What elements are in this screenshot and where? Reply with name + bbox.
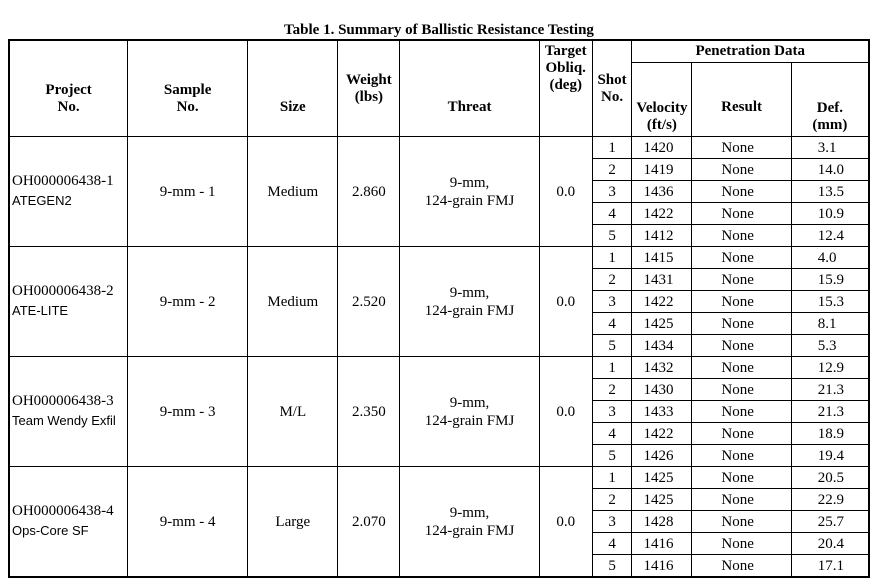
project-cell (9, 137, 128, 247)
header-result: Result (692, 63, 791, 137)
result-value: None (692, 533, 791, 555)
result-value: None (692, 313, 791, 335)
header-shot: Shot No. (592, 40, 632, 137)
table-row (9, 467, 869, 489)
shot-number: 3 (592, 291, 632, 313)
result-value: None (692, 401, 791, 423)
result-value: None (692, 247, 791, 269)
project-id: OH000006438-1 (12, 173, 114, 189)
table-caption: Table 1. Summary of Ballistic Resistance Testing (284, 22, 594, 38)
weight-cell: 2.070 (338, 467, 400, 578)
velocity-value: 1434 (632, 335, 692, 357)
threat-cell (400, 357, 540, 467)
def-value: 15.3 (791, 291, 869, 313)
header-sample: Sample No. (128, 40, 248, 137)
obliquity-cell: 0.0 (539, 357, 592, 467)
ballistic-resistance-table (8, 39, 870, 578)
velocity-value: 1419 (632, 159, 692, 181)
def-value: 12.9 (791, 357, 869, 379)
shot-number: 3 (592, 401, 632, 423)
def-value: 21.3 (791, 401, 869, 423)
shot-number: 1 (592, 137, 632, 159)
project-cell (9, 357, 128, 467)
threat-line: 124-grain FMJ (424, 522, 515, 539)
sample-cell: 9-mm - 3 (128, 357, 248, 467)
shot-number: 5 (592, 225, 632, 247)
velocity-value: 1425 (632, 489, 692, 511)
def-value: 12.4 (791, 225, 869, 247)
def-value: 3.1 (791, 137, 869, 159)
header-project: Project No. (9, 40, 128, 137)
def-value: 13.5 (791, 181, 869, 203)
result-value: None (692, 137, 791, 159)
table-body (9, 137, 869, 578)
def-value: 15.9 (791, 269, 869, 291)
threat-cell (400, 247, 540, 357)
shot-number: 5 (592, 335, 632, 357)
velocity-value: 1422 (632, 423, 692, 445)
shot-number: 3 (592, 511, 632, 533)
def-value: 10.9 (791, 203, 869, 225)
result-value: None (692, 511, 791, 533)
result-value: None (692, 489, 791, 511)
header-size: Size (248, 40, 338, 137)
shot-number: 4 (592, 313, 632, 335)
table-row (9, 357, 869, 379)
sample-cell: 9-mm - 2 (128, 247, 248, 357)
result-value: None (692, 269, 791, 291)
project-cell (9, 247, 128, 357)
result-value: None (692, 379, 791, 401)
header-threat: Threat (400, 40, 540, 137)
velocity-value: 1425 (632, 467, 692, 489)
weight-cell: 2.860 (338, 137, 400, 247)
project-name: ATEGEN2 (12, 193, 72, 208)
result-value: None (692, 181, 791, 203)
result-value: None (692, 335, 791, 357)
def-value: 20.4 (791, 533, 869, 555)
velocity-value: 1420 (632, 137, 692, 159)
project-id: OH000006438-3 (12, 393, 114, 409)
project-id: OH000006438-4 (12, 503, 114, 519)
shot-number: 1 (592, 467, 632, 489)
threat-line: 9-mm, (449, 174, 490, 191)
project-name: Ops-Core SF (12, 523, 89, 538)
velocity-value: 1432 (632, 357, 692, 379)
sample-cell: 9-mm - 1 (128, 137, 248, 247)
header-def: Def. (mm) (791, 63, 869, 137)
shot-number: 3 (592, 181, 632, 203)
threat-line: 124-grain FMJ (424, 412, 515, 429)
shot-number: 2 (592, 159, 632, 181)
def-value: 5.3 (791, 335, 869, 357)
def-value: 18.9 (791, 423, 869, 445)
result-value: None (692, 357, 791, 379)
threat-line: 9-mm, (449, 284, 490, 301)
obliquity-cell: 0.0 (539, 247, 592, 357)
def-value: 17.1 (791, 555, 869, 578)
result-value: None (692, 445, 791, 467)
project-name: ATE-LITE (12, 303, 69, 318)
result-value: None (692, 291, 791, 313)
header-velocity: Velocity (ft/s) (632, 63, 692, 137)
result-value: None (692, 555, 791, 578)
table-row (9, 247, 869, 269)
shot-number: 2 (592, 489, 632, 511)
shot-number: 4 (592, 203, 632, 225)
shot-number: 4 (592, 423, 632, 445)
table-row (9, 137, 869, 159)
sample-cell: 9-mm - 4 (128, 467, 248, 578)
project-id: OH000006438-2 (12, 283, 114, 299)
header-obliquity: Target Obliq. (deg) (539, 40, 592, 137)
def-value: 8.1 (791, 313, 869, 335)
velocity-value: 1428 (632, 511, 692, 533)
def-value: 21.3 (791, 379, 869, 401)
velocity-value: 1416 (632, 533, 692, 555)
shot-number: 5 (592, 555, 632, 578)
velocity-value: 1422 (632, 291, 692, 313)
def-value: 22.9 (791, 489, 869, 511)
shot-number: 2 (592, 269, 632, 291)
size-cell: Medium (248, 247, 338, 357)
project-cell (9, 467, 128, 578)
threat-line: 124-grain FMJ (424, 302, 515, 319)
shot-number: 2 (592, 379, 632, 401)
shot-number: 4 (592, 533, 632, 555)
weight-cell: 2.350 (338, 357, 400, 467)
velocity-value: 1412 (632, 225, 692, 247)
velocity-value: 1415 (632, 247, 692, 269)
threat-line: 9-mm, (449, 504, 490, 521)
result-value: None (692, 225, 791, 247)
velocity-value: 1426 (632, 445, 692, 467)
weight-cell: 2.520 (338, 247, 400, 357)
result-value: None (692, 467, 791, 489)
shot-number: 5 (592, 445, 632, 467)
obliquity-cell: 0.0 (539, 137, 592, 247)
threat-line: 9-mm, (449, 394, 490, 411)
velocity-value: 1430 (632, 379, 692, 401)
header-penetration-data: Penetration Data (632, 40, 869, 63)
def-value: 20.5 (791, 467, 869, 489)
velocity-value: 1416 (632, 555, 692, 578)
size-cell: Large (248, 467, 338, 578)
header-weight: Weight (lbs) (338, 40, 400, 137)
shot-number: 1 (592, 247, 632, 269)
def-value: 19.4 (791, 445, 869, 467)
project-name: Team Wendy Exfil (12, 413, 116, 428)
def-value: 4.0 (791, 247, 869, 269)
obliquity-cell: 0.0 (539, 467, 592, 578)
threat-cell (400, 467, 540, 578)
velocity-value: 1425 (632, 313, 692, 335)
def-value: 14.0 (791, 159, 869, 181)
def-value: 25.7 (791, 511, 869, 533)
velocity-value: 1422 (632, 203, 692, 225)
threat-cell (400, 137, 540, 247)
result-value: None (692, 203, 791, 225)
velocity-value: 1431 (632, 269, 692, 291)
shot-number: 1 (592, 357, 632, 379)
threat-line: 124-grain FMJ (424, 192, 515, 209)
velocity-value: 1433 (632, 401, 692, 423)
result-value: None (692, 423, 791, 445)
table-header (9, 40, 869, 137)
size-cell: Medium (248, 137, 338, 247)
size-cell: M/L (248, 357, 338, 467)
velocity-value: 1436 (632, 181, 692, 203)
result-value: None (692, 159, 791, 181)
